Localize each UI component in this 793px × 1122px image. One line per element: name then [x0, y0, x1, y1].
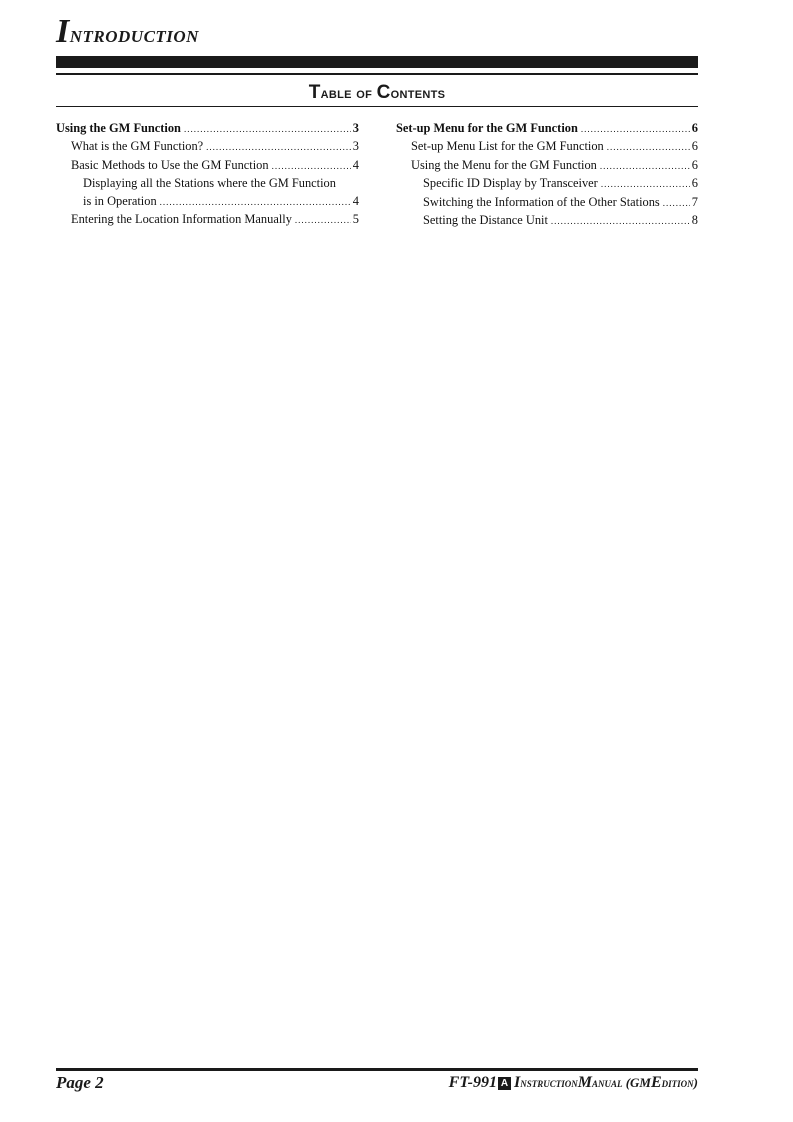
toc-entry[interactable] [396, 194, 698, 212]
footer-page-number: Page 2 [56, 1073, 104, 1092]
footer-manual-part: M [577, 1074, 592, 1091]
header-thin-rule [56, 73, 698, 75]
footer-rule [56, 1068, 698, 1071]
toc-entry-page: 3 [352, 139, 359, 154]
toc-entry[interactable] [396, 157, 698, 175]
toc-entry-label: is in Operation [83, 193, 157, 208]
toc-leader-dots [160, 194, 351, 211]
toc-entry-label: Basic Methods to Use the GM Function [71, 157, 269, 172]
toc-entry-label: What is the GM Function? [71, 139, 204, 154]
toc-leader-dots [206, 139, 351, 156]
footer-manual-part: anual (GM [591, 1075, 651, 1090]
section-title-rest: ntroduction [69, 22, 199, 48]
toc-entry-page: 4 [352, 193, 359, 208]
section-title-initial: I [56, 13, 70, 50]
toc-entry[interactable] [56, 120, 359, 138]
toc-entry[interactable] [56, 138, 359, 156]
toc-leader-dots [663, 195, 690, 212]
toc-entry-page: 6 [691, 121, 698, 135]
toc-entry[interactable] [56, 211, 359, 229]
toc-entry-label: Set-up Menu List for the GM Function [411, 139, 604, 154]
toc-heading-part: ontents [390, 85, 446, 102]
section-title [56, 12, 199, 55]
toc-entry-label: Setting the Distance Unit [423, 213, 548, 228]
model-badge-icon: A [498, 1077, 511, 1090]
toc-entry-label: Switching the Information of the Other Stations [423, 194, 660, 209]
toc-entry-page: 6 [691, 157, 698, 172]
toc-entry-label: Using the Menu for the GM Function [411, 157, 597, 172]
toc-entry[interactable] [396, 212, 698, 230]
footer-manual-part: I [513, 1074, 521, 1091]
footer-manual-title [449, 1072, 698, 1094]
toc-heading-part: C [376, 82, 391, 103]
toc-heading [56, 82, 698, 105]
toc-leader-dots [272, 158, 351, 175]
toc-leader-dots [295, 212, 351, 229]
toc-heading-rule [56, 106, 698, 107]
toc-entry[interactable] [396, 175, 698, 193]
toc-leader-dots [600, 158, 690, 175]
toc-entry-page: 6 [691, 139, 698, 154]
footer-manual-part: E [650, 1074, 662, 1091]
toc-leader-dots [551, 213, 690, 230]
toc-leader-dots [581, 121, 690, 138]
toc-right-column [396, 120, 698, 230]
toc-entry[interactable] [396, 138, 698, 156]
toc-leader-dots [607, 139, 690, 156]
toc-entry-page: 5 [352, 212, 359, 227]
toc-entry-page: 3 [352, 121, 359, 135]
toc-entry-page: 4 [352, 157, 359, 172]
toc-entry[interactable] [56, 157, 359, 175]
toc-left-column [56, 120, 359, 229]
toc-entry-label: Entering the Location Information Manually [71, 212, 292, 227]
toc-entry-page: 7 [691, 194, 698, 209]
toc-entry-wrapped-line[interactable]: Displaying all the Stations where the GM Function [83, 176, 336, 191]
footer-manual-part: dition) [661, 1075, 698, 1090]
toc-entry-page: 6 [691, 176, 698, 191]
toc-heading-part: able of [320, 85, 377, 102]
toc-entry-label: Specific ID Display by Transceiver [423, 176, 598, 191]
toc-leader-dots [184, 121, 351, 138]
toc-entry-label: Using the GM Function [56, 121, 181, 135]
header-thick-rule [56, 56, 698, 68]
toc-leader-dots [601, 176, 690, 193]
footer-manual-part: nstruction [520, 1075, 578, 1090]
toc-entry-page: 8 [691, 213, 698, 228]
toc-entry[interactable] [396, 120, 698, 138]
toc-heading-part: T [308, 82, 321, 103]
toc-entry-label: Set-up Menu for the GM Function [396, 121, 578, 135]
toc-entry[interactable] [56, 193, 359, 211]
footer-model: FT-991 [448, 1074, 497, 1091]
